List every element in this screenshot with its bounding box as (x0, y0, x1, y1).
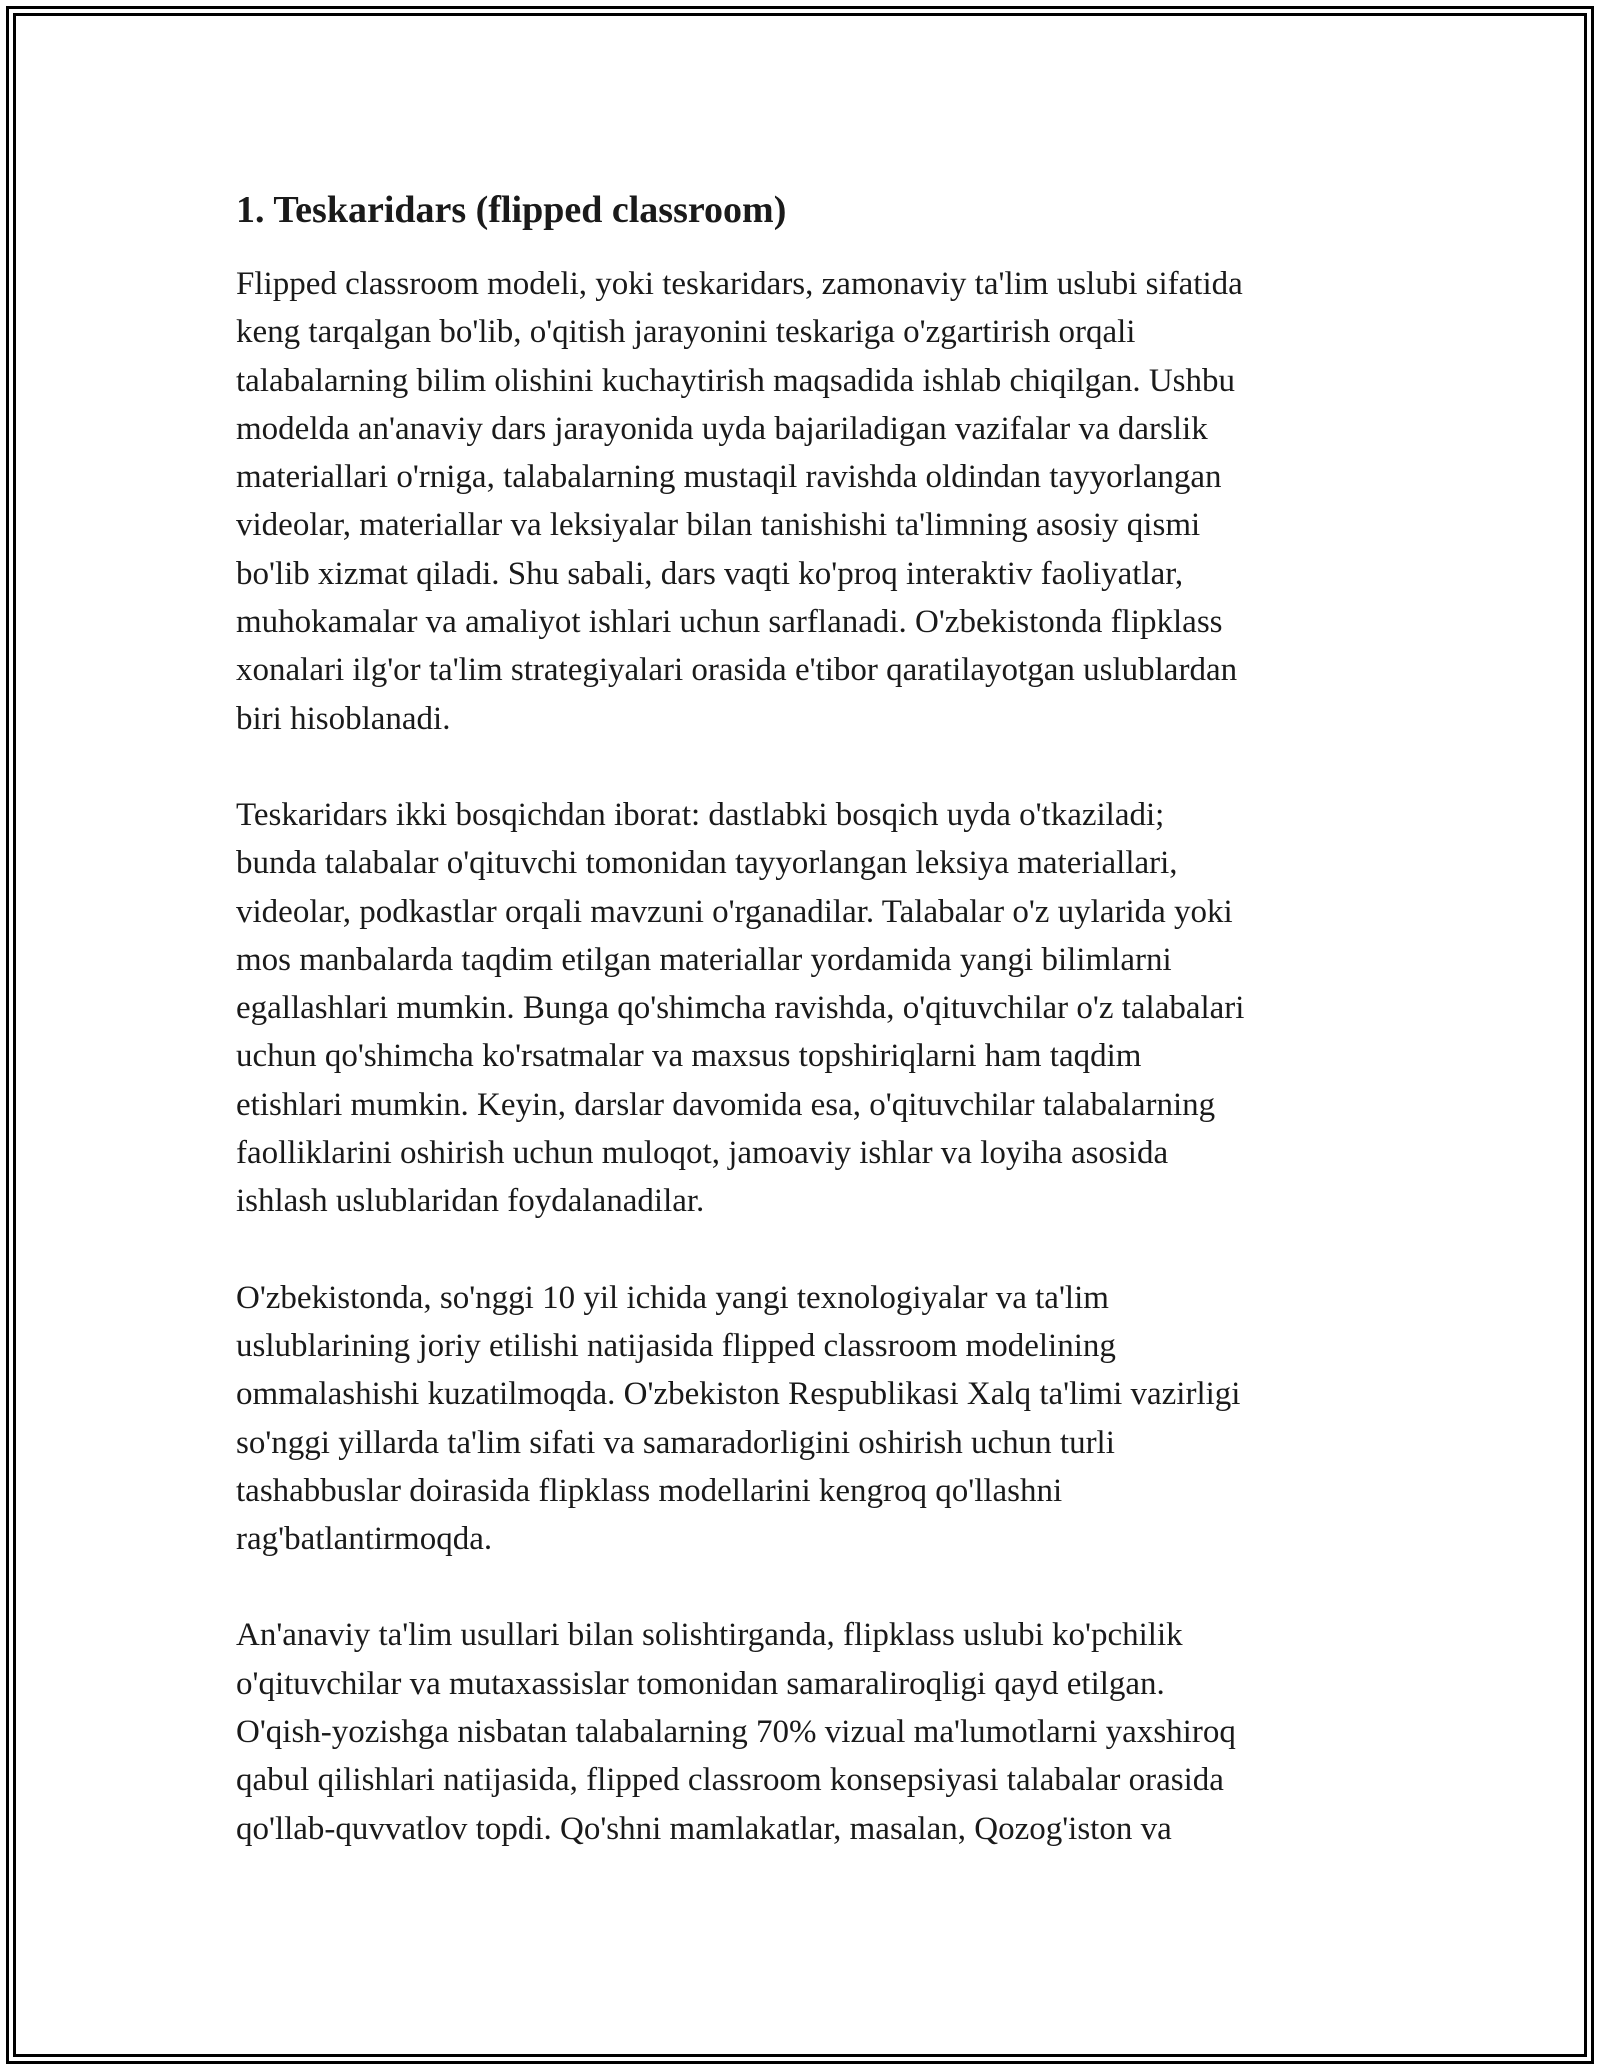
paragraph-3: O'zbekistonda, so'nggi 10 yil ichida yangi texnologiyalar va ta'lim uslublarining joriy etilishi natijasida flipped classroom modelining ommalashishi kuzatilmoqda. O'zbekiston Respublikasi Xalq ta'limi vazirligi so'nggi yillarda ta'lim sifati va samaradorligini oshirish uchun turli tashabbuslar doirasida flipklass modellarini kengroq qo'llashni rag'batlantirmoqda. (236, 1279, 1241, 1558)
section-title: 1. Teskaridars (flipped classroom) (236, 189, 787, 231)
paragraph-2: Teskaridars ikki bosqichdan iborat: dastlabki bosqich uyda o'tkaziladi; bunda talabalar o'qituvchi tomonidan tayyorlangan leksiya materiallari, videolar, podkastlar orqali mavzuni o'rganadilar. Talabalar o'z uylarida yoki mos manbalarda taqdim etilgan materiallar yordamida yangi bilimlarni egallashlari mumkin. Bunga qo'shimcha ravishda, o'qituvchilar o'z talabalari uchun qo'shimcha ko'rsatmalar va maxsus topshiriqlarni ham taqdim etishlari mumkin. Keyin, darslar davomida esa, o'qituvchilar talabalarning faolliklarini oshirish uchun muloqot, jamoaviy ishlar va loyiha asosida ishlash uslublaridan foydalanadilar. (236, 796, 1245, 1220)
paragraph-4: An'anaviy ta'lim usullari bilan solishtirganda, flipklass uslubi ko'pchilik o'qituvchilar va mutaxassislar tomonidan samaraliroqligi qayd etilgan. O'qish-yozishga nisbatan talabalarning 70% vizual ma'lumotlarni yaxshiroq qabul qilishlari natijasida, flipped classroom konsepsiyasi talabalar orasida qo'llab-quvvatlov topdi. Qo'shni mamlakatlar, masalan, Qozog'iston va (236, 1617, 1236, 1847)
document-body (236, 186, 1386, 1901)
paragraph-1: Flipped classroom modeli, yoki teskaridars, zamonaviy ta'lim uslubi sifatida keng tarqalgan bo'lib, o'qitish jarayonini teskariga o'zgartirish orqali talabalarning bilim olishini kuchaytirish maqsadida ishlab chiqilgan. Ushbu modelda an'anaviy dars jarayonida uyda bajariladigan vazifalar va darslik materiallari o'rniga, talabalarning mustaqil ravishda oldindan tayyorlangan videolar, materiallar va leksiyalar bilan tanishishi ta'limning asosiy qismi bo'lib xizmat qiladi. Shu sabali, dars vaqti ko'proq interaktiv faoliyatlar, muhokamalar va amaliyot ishlari uchun sarflanadi. O'zbekistonda flipklass xonalari ilg'or ta'lim strategiyalari orasida e'tibor qaratilayotgan uslublardan biri hisoblanadi. (236, 266, 1243, 737)
